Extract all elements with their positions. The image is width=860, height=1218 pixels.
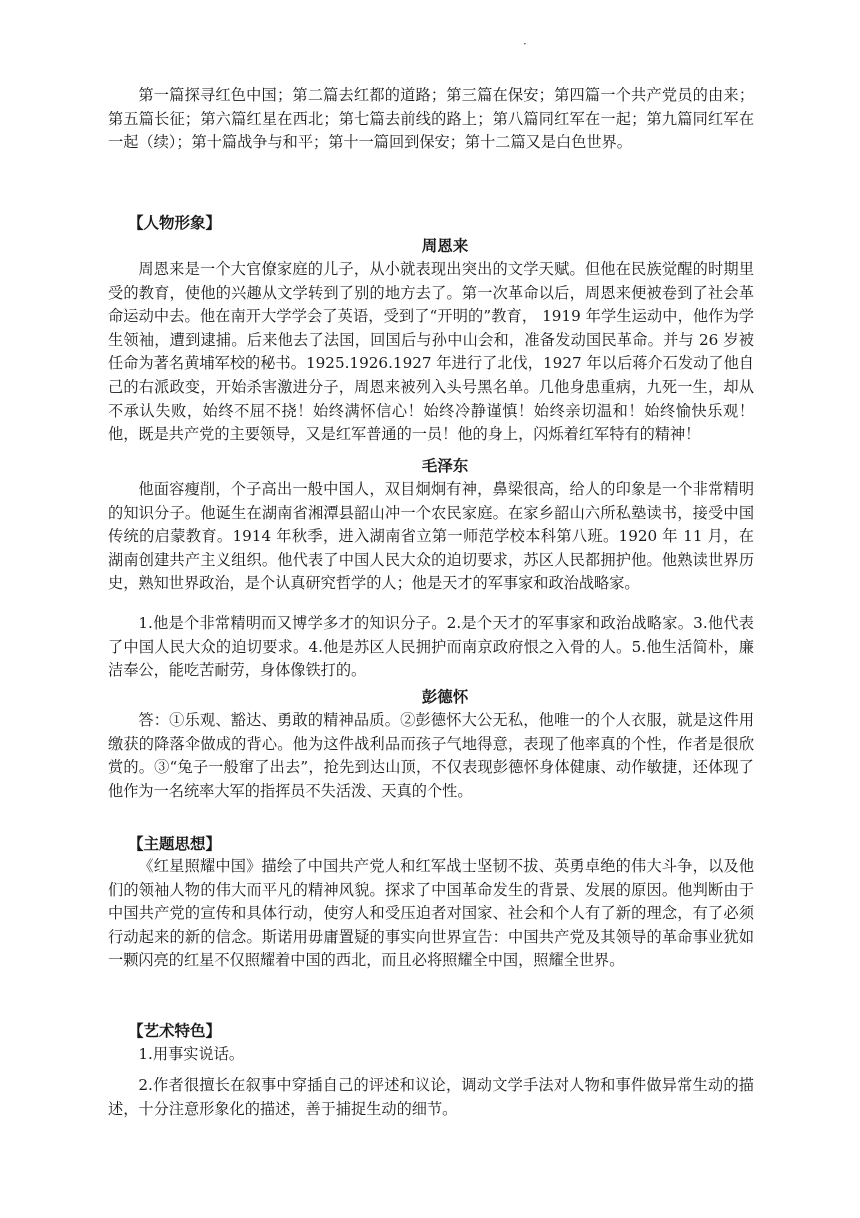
zhou-enlai-title: 周恩来 [421, 237, 469, 255]
theme-paragraph: 《红星照耀中国》描绘了中国共产党人和红军战士坚韧不拔、英勇卓绝的伟大斗争，以及他们的领袖人物的伟大而平凡的精神风貌。探求了中国革命发生的背景、发展的原因。他判断由于中国共产党的宣传和具体行动，使穷人和受压迫者对国家、社会和个人有了新的理念，有了必须行动起来的新的信念。斯诺用毋庸置疑的事实向世界宣告：中国共产党及其领导的革命事业犹如一颗闪亮的红星不仅照耀着中国的西北，而且必将照耀全中国，照耀全世界。 [108, 857, 754, 970]
characters-heading: 【人物形象】 [128, 214, 222, 232]
peng-dehuai-paragraph: 答：①乐观、豁达、勇敢的精神品质。②彭德怀大公无私，他唯一的个人衣服，就是这件用缴获的降落伞做成的背心。他为这件战利品而孩子气地得意，表现了他率真的个性，作者是很欣赏的。③“兔子一般窜了出去”，抢先到达山顶，不仅表现彭德怀身体健康、动作敏捷，还体现了他作为一名统率大军的指挥员不失活泼、天真的个性。 [108, 711, 754, 800]
zhou-enlai-paragraph: 周恩来是一个大官僚家庭的儿子，从小就表现出突出的文学天赋。但他在民族觉醒的时期里受的教育，使他的兴趣从文学转到了别的地方去了。第一次革命以后，周恩来便被卷到了社会革命运动中去。他在南开大学学会了英语，受到了“开明的”教育， 1919 年学生运动中，他作为学生领袖，遭到逮捕。后来他去了法国，回国后与孙中山会和，准备发动国民革命。并与 26 岁被任命为著名黄埔军校的秘书。1925.1926.1927 年进行了北伐，1927 年以后蒋介石发动了他自己的右派政变，开始杀害激进分子，周恩来被列入头号黑名单。几他身患重病，九死一生，却从不承认失败，始终不屈不挠！始终满怀信心！始终冷静谨慎！始终亲切温和！始终愉快乐观！他，既是共产党的主要领导，又是红军普通的一员！他的身上，闪烁着红军特有的精神！ [108, 260, 754, 444]
art-heading: 【艺术特色】 [128, 1022, 222, 1040]
chapter-list-paragraph: 第一篇探寻红色中国；第二篇去红都的道路；第三篇在保安；第四篇一个共产党员的由来；第五篇长征；第六篇红星在西北；第七篇去前线的路上；第八篇同红军在一起；第九篇同红军在一起（续）；第十篇战争与和平；第十一篇回到保安；第十二篇又是白色世界。 [108, 86, 754, 152]
peng-dehuai-title: 彭德怀 [421, 688, 469, 706]
art-item-1: 1.用事实说话。 [138, 1045, 245, 1063]
mao-zedong-paragraph: 他面容瘦削，个子高出一般中国人，双目炯炯有神，鼻梁很高，给人的印象是一个非常精明的知识分子。他诞生在湖南省湘潭县韶山冲一个农民家庭。在家乡韶山六所私塾读书，接受中国传统的启蒙教育。1914 年秋季，进入湖南省立第一师范学校本科第八班。1920 年 11 月，在湖南创建共产主义组织。他代表了中国人民大众的迫切要求，苏区人民都拥护他。他熟读世界历史，熟知世界政治，是个认真研究哲学的人；他是天才的军事家和政治战略家。 [108, 480, 754, 593]
mao-zedong-title: 毛泽东 [421, 457, 469, 475]
art-item-2: 2.作者很擅长在叙事中穿插自己的评述和议论，调动文学手法对人物和事件做异常生动的描述，十分注意形象化的描述，善于捕捉生动的细节。 [108, 1076, 754, 1118]
theme-heading: 【主题思想】 [128, 835, 222, 853]
page-marker: · [523, 37, 527, 51]
mao-zedong-points: 1.他是个非常精明而又博学多才的知识分子。2.是个天才的军事家和政治战略家。3.他代表了中国人民大众的迫切要求。4.他是苏区人民拥护而南京政府恨之入骨的人。5.他生活简朴，廉洁奉公，能吃苦耐劳，身体像铁打的。 [108, 614, 754, 680]
